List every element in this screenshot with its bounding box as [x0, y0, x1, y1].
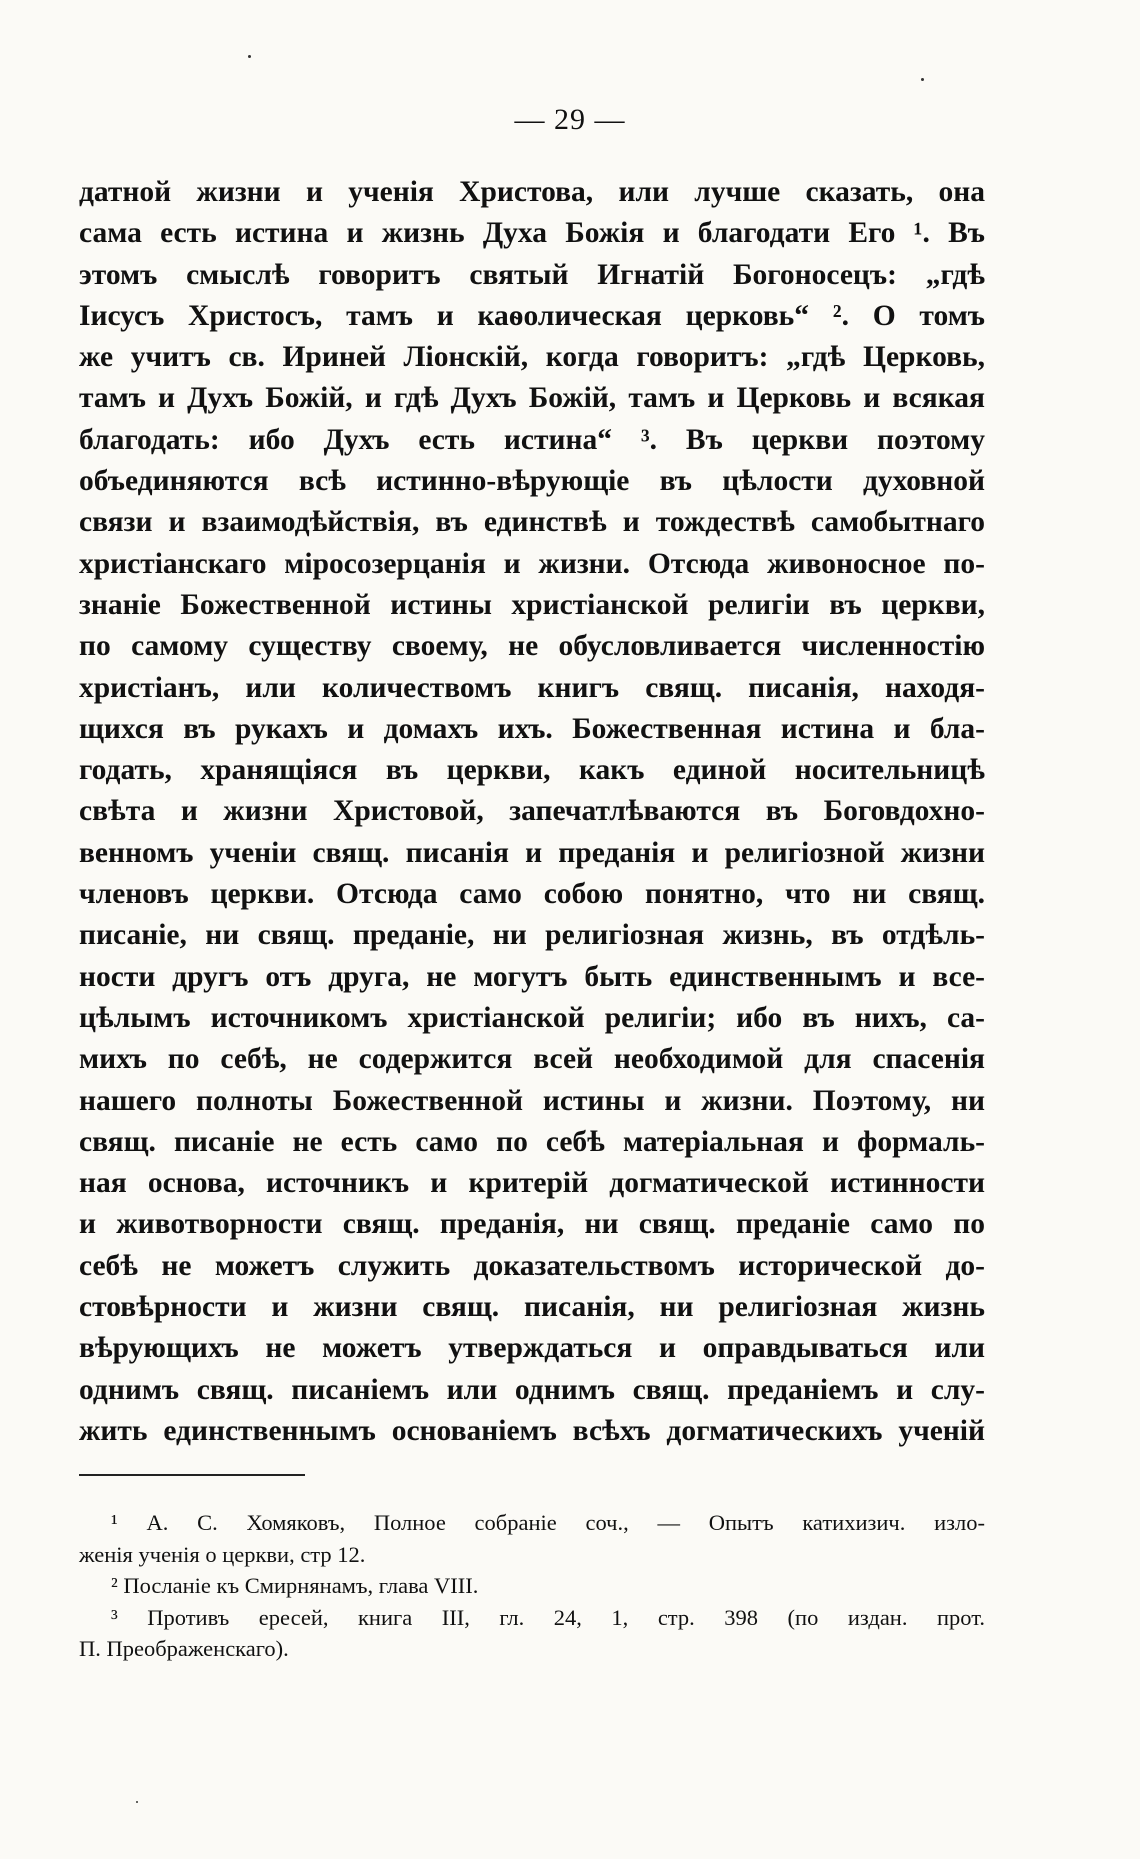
text-line: христіанскаго міросозерцанія и жизни. Отсюда живоносное по-: [79, 547, 985, 580]
text-line: благодать: ибо Духъ есть истина“ ³. Въ церкви поэтому: [79, 423, 985, 456]
footnote-line: ³ Противъ ересей, книга III, гл. 24, 1, стр. 398 (по издан. прот.: [111, 1604, 985, 1630]
text-line: христіанъ, или количествомъ книгъ свящ. писанія, находя-: [79, 671, 985, 704]
text-line: по самому существу своему, не обусловливается численностію: [79, 630, 985, 663]
text-line: венномъ ученіи свящ. писанія и преданія и религіозной жизни: [79, 836, 985, 869]
print-speck: [136, 1801, 138, 1803]
text-line: членовъ церкви. Отсюда само собою понятно, что ни свящ.: [79, 878, 985, 911]
text-line: ная основа, источникъ и критерій догматической истинности: [79, 1167, 985, 1200]
page-number: — 29 —: [514, 103, 626, 136]
footnote-line: женія ученія о церкви, стр 12.: [79, 1541, 366, 1567]
text-line: сама есть истина и жизнь Духа Божія и благодати Его ¹. Въ: [79, 217, 985, 250]
body-text: [79, 172, 985, 1452]
text-line: стовѣрности и жизни свящ. писанія, ни религіозная жизнь: [79, 1291, 985, 1324]
print-speck: [921, 78, 924, 81]
text-line: свящ. писаніе не есть само по себѣ матеріальная и формаль-: [79, 1125, 985, 1158]
footnote-line: ¹ А. С. Хомяковъ, Полное собраніе соч., — Опытъ катихизич. изло-: [111, 1510, 985, 1535]
footnote-divider: [79, 1474, 305, 1476]
text-line: себѣ не можетъ служить доказательствомъ исторической до-: [79, 1249, 985, 1282]
text-line: датной жизни и ученія Христова, или лучше сказать, она: [79, 176, 985, 208]
text-line: и животворности свящ. преданія, ни свящ. преданіе само по: [79, 1208, 985, 1241]
text-line: объединяются всѣ истинно-вѣрующіе въ цѣлости духовной: [79, 465, 985, 498]
text-line: цѣлымъ источникомъ христіанской религіи; ибо въ нихъ, са-: [79, 1001, 985, 1034]
footnote-line: П. Преображенскаго).: [79, 1636, 289, 1661]
text-line: нашего полноты Божественной истины и жизни. Поэтому, ни: [79, 1084, 985, 1117]
text-line: михъ по себѣ, не содержится всей необходимой для спасенія: [79, 1043, 985, 1076]
text-line: тамъ и Духъ Божій, и гдѣ Духъ Божій, тамъ и Церковь и всякая: [79, 382, 985, 415]
text-line: знаніе Божественной истины христіанской религіи въ церкви,: [79, 588, 985, 621]
text-line: жить единственнымъ основаніемъ всѣхъ догматическихъ ученій: [79, 1414, 985, 1447]
text-line: годать, хранящіяся въ церкви, какъ единой носительницѣ: [79, 754, 985, 787]
footnote-line: ² Посланіе къ Смирнянамъ, глава VIII.: [111, 1573, 479, 1598]
text-line: этомъ смыслѣ говоритъ святый Игнатій Богоносецъ: „гдѣ: [79, 258, 985, 291]
text-line: свѣта и жизни Христовой, запечатлѣваются въ Боговдохно-: [79, 795, 985, 828]
text-line: вѣрующихъ не можетъ утверждаться и оправдываться или: [79, 1332, 985, 1365]
text-line: щихся въ рукахъ и домахъ ихъ. Божественная истина и бла-: [79, 712, 985, 745]
footnotes: [79, 1507, 985, 1665]
text-line: Іисусъ Христосъ, тамъ и каѳолическая церковь“ ². О томъ: [79, 299, 985, 332]
text-line: однимъ свящ. писаніемъ или однимъ свящ. преданіемъ и слу-: [79, 1373, 985, 1406]
text-line: ности другъ отъ друга, не могутъ быть единственнымъ и все-: [79, 960, 985, 993]
text-line: писаніе, ни свящ. преданіе, ни религіозная жизнь, въ отдѣль-: [79, 919, 985, 952]
text-line: же учитъ св. Ириней Ліонскій, когда говоритъ: „гдѣ Церковь,: [79, 341, 985, 374]
text-line: связи и взаимодѣйствія, въ единствѣ и тождествѣ самобытнаго: [79, 506, 985, 539]
print-speck: [248, 55, 251, 58]
